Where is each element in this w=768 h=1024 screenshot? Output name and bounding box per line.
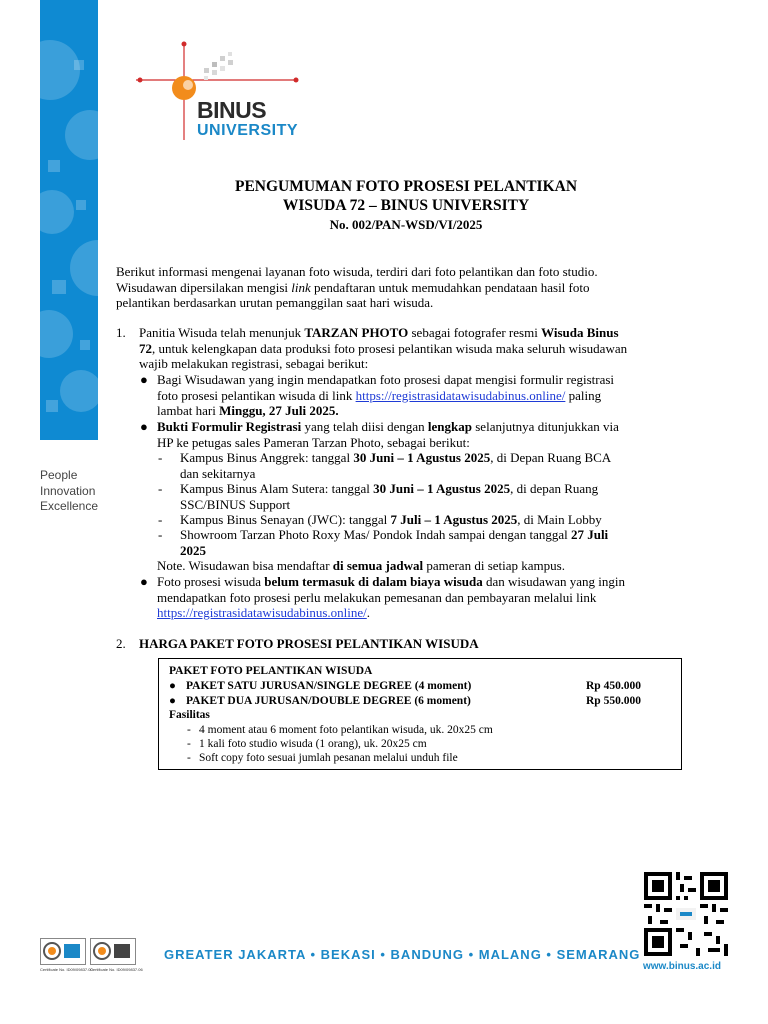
- dash-marker: -: [187, 752, 191, 764]
- tagline-people: People: [40, 468, 78, 482]
- package-name-double: PAKET DUA JURUSAN/DOUBLE DEGREE (6 moment): [186, 695, 471, 707]
- facility-item: Soft copy foto sesuai jumlah pesanan melalui unduh file: [199, 752, 458, 764]
- tagline-innovation: Innovation: [40, 483, 96, 498]
- document-number: No. 002/PAN-WSD/VI/2025: [329, 217, 483, 232]
- bullet2-text: Bukti Formulir Registrasi yang telah diisi dengan lengkap selanjutnya ditunjukkan via HP ke petugas sales Pameran Tarzan Photo, sebagai berikut:: [157, 419, 619, 450]
- tagline-excellence: Excellence: [40, 499, 99, 513]
- bullet1-text: Bagi Wisudawan yang ingin mendapatkan foto prosesi dapat mengisi formulir registrasi foto prosesi pelantikan wisuda di link https://registrasidatawisudabinus.online/ paling lambat hari Minggu, 27 Juli 2025.: [157, 372, 615, 418]
- schedule-item-anggrek: Kampus Binus Anggrek: tanggal 30 Juni – 1 Agustus 2025, di Depan Ruang BCA dan sekitarnya: [180, 450, 612, 481]
- price-package-box: [158, 658, 682, 770]
- document-title-line1: PENGUMUMAN FOTO PROSESI PELANTIKAN: [234, 178, 578, 195]
- package-price-single: Rp 450.000: [586, 680, 641, 692]
- intro-line: Berikut informasi mengenai layanan foto wisuda, terdiri dari foto pelantikan dan foto studio.: [116, 264, 598, 279]
- facilities-label: Fasilitas: [169, 709, 210, 721]
- schedule-item-senayan: Kampus Binus Senayan (JWC): tanggal 7 Juli – 1 Agustus 2025, di Main Lobby: [180, 512, 602, 527]
- campus-locations: GREATER JAKARTA • BEKASI • BANDUNG • MALANG • SEMARANG: [164, 947, 641, 962]
- intro-paragraph: [116, 264, 676, 311]
- registration-link[interactable]: https://registrasidatawisudabinus.online/: [355, 387, 566, 403]
- certificate-number: Certificate No. ID09/09837.00: [40, 967, 93, 972]
- dash-marker: -: [158, 481, 163, 496]
- logo-wordmark-university: UNIVERSITY: [197, 122, 299, 139]
- logo-wordmark-binus: BINUS: [197, 97, 267, 123]
- section1-number: 1.: [116, 325, 126, 340]
- bullet-marker: ●: [140, 372, 148, 387]
- dash-marker: -: [158, 527, 163, 542]
- package-heading: PAKET FOTO PELANTIKAN WISUDA: [169, 665, 373, 677]
- section2-number: 2.: [116, 636, 126, 651]
- bullet-marker: ●: [140, 574, 148, 589]
- brand-tagline: [40, 468, 98, 515]
- qr-code-icon[interactable]: [644, 872, 728, 956]
- dash-marker: -: [158, 450, 163, 465]
- intro-line: Wisudawan dipersilakan mengisi link pendaftaran untuk memudahkan pendataan hasil foto: [116, 279, 590, 295]
- package-name-single: PAKET SATU JURUSAN/SINGLE DEGREE (4 moment): [186, 680, 472, 692]
- schedule-item-showroom: Showroom Tarzan Photo Roxy Mas/ Pondok Indah sampai dengan tanggal 27 Juli 2025: [180, 527, 609, 558]
- bullet3-text: Foto prosesi wisuda belum termasuk di dalam biaya wisuda dan wisudawan yang ingin mendapatkan foto prosesi perlu melakukan pemesanan dan pembayaran melalui link https://registrasidatawisudabinus.online/.: [157, 574, 626, 620]
- package-price-double: Rp 550.000: [586, 695, 641, 707]
- schedule-item-alam-sutera: Kampus Binus Alam Sutera: tanggal 30 Juni – 1 Agustus 2025, di depan Ruang SSC/BINUS Support: [180, 481, 599, 512]
- section2-title: HARGA PAKET FOTO PROSESI PELANTIKAN WISUDA: [139, 636, 479, 651]
- bullet-marker: ●: [169, 695, 176, 707]
- bullet-marker: ●: [169, 680, 176, 692]
- dash-marker: -: [158, 512, 163, 527]
- document-title-line2: WISUDA 72 – BINUS UNIVERSITY: [282, 197, 530, 214]
- certificate-number: Certificate No. ID09/09837.06: [90, 967, 143, 972]
- dash-marker: -: [187, 724, 191, 736]
- brand-sidebar-pattern: [40, 0, 98, 440]
- section1-intro: Panitia Wisuda telah menunjuk TARZAN PHOTO sebagai fotografer resmi Wisuda Binus 72, untuk kelengkapan data produksi foto prosesi pelantikan wisuda maka seluruh wisudawan wajib melakukan registrasi, sebagai berikut:: [139, 325, 628, 371]
- schedule-note: Note. Wisudawan bisa mendaftar di semua jadwal pameran di setiap kampus.: [157, 558, 565, 573]
- order-link[interactable]: https://registrasidatawisudabinus.online/: [157, 605, 367, 620]
- facility-item: 4 moment atau 6 moment foto pelantikan wisuda, uk. 20x25 cm: [199, 724, 493, 736]
- intro-line: pelantikan berdasarkan urutan pemanggilan saat hari wisuda.: [116, 295, 434, 310]
- bullet-marker: ●: [140, 419, 148, 434]
- facility-item: 1 kali foto studio wisuda (1 orang), uk. 20x25 cm: [199, 738, 427, 750]
- website-link[interactable]: www.binus.ac.id: [643, 961, 721, 972]
- dash-marker: -: [187, 738, 191, 750]
